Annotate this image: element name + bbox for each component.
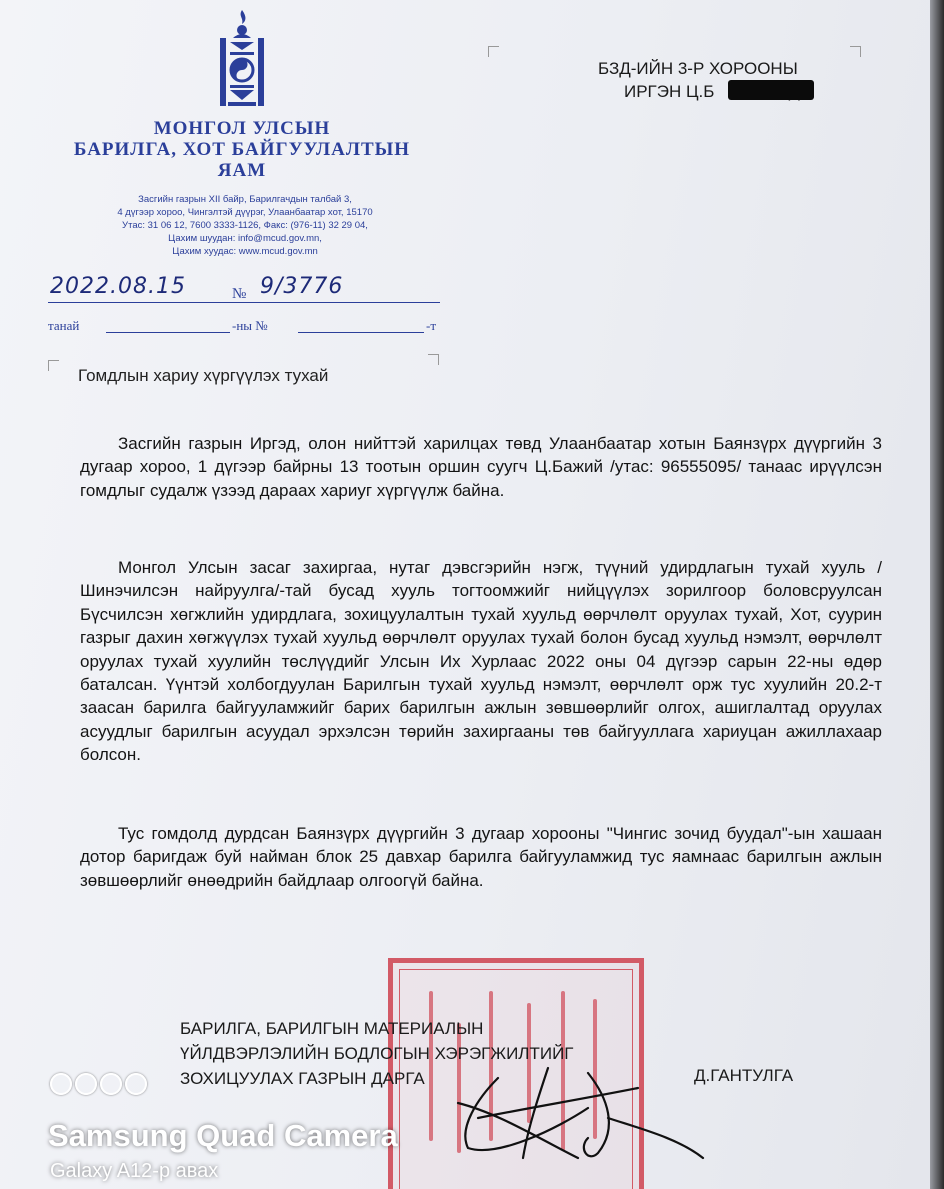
ref-underline (106, 332, 230, 333)
camera-watermark-subtitle: Galaxy A12-р авах (50, 1160, 219, 1182)
handwritten-signature (438, 1058, 708, 1168)
lens-circle (100, 1073, 122, 1095)
corner-mark (48, 360, 59, 371)
corner-mark (428, 354, 439, 365)
letter-number: 9/3776 (260, 274, 344, 299)
state-emblem-icon (214, 8, 270, 108)
date-underline (48, 302, 440, 303)
signatory-title-line: БАРИЛГА, БАРИЛГЫН МАТЕРИАЛЫН (180, 1019, 484, 1038)
ref-label-number: -ны № (232, 318, 268, 333)
letter-date: 2022.08.15 (50, 274, 186, 299)
lens-circle (125, 1073, 147, 1095)
page-edge (930, 0, 944, 1189)
signatory-name: Д.ГАНТУЛГА (694, 1066, 794, 1085)
camera-watermark-title: Samsung Quad Camera (48, 1118, 398, 1153)
lens-circle (75, 1073, 97, 1095)
letter-subject: Гомдлын хариу хүргүүлэх тухай (78, 366, 329, 385)
recipient-name: ИРГЭН Ц.Б (624, 82, 715, 101)
camera-lens-icon (50, 1073, 150, 1100)
ministry-address (40, 193, 450, 258)
date-number-line (48, 276, 440, 304)
ministry-name (40, 118, 444, 181)
address-line: Засгийн газрын XII байр, Барилгачдын талбай 3, (138, 194, 352, 205)
ministry-name-line1: МОНГОЛ УЛСЫН (153, 118, 331, 139)
address-line: 4 дүгээр хороо, Чингэлтэй дүүрэг, Улаанбаатар хот, 15170 (117, 207, 373, 218)
number-label: № (232, 286, 247, 302)
signatory-title-line: ЗОХИЦУУЛАХ ГАЗРЫН ДАРГА (180, 1069, 425, 1088)
recipient-line1: БЗД-ИЙН 3-Р ХОРООНЫ (598, 59, 798, 78)
address-line: Цахим шуудан: info@mcud.gov.mn, (168, 233, 322, 244)
body-paragraph: Монгол Улсын засаг захиргаа, нутаг дэвсгэрийн нэгж, түүний удирдлагын тухай хууль /Шинэчилсэн найруулга/-тай бусад хууль тогтоомжийг нийцүүлэх зорилгоор боловсруулсан Бүсчилсэн хөгжлийн удирдлага, зохицуулалтын тухай хуульд өөрчлөлт оруулах тухай, Хот, суурин газрыг дахин хөгжүүлэх тухай хуульд өөрчлөлт оруулах тухай болон бусад хуульд нэмэлт, өөрчлөлт оруулах тухай хуулийн төслүүдийг Улсын Их Хурлаас 2022 оны 04 дүгээр сарын 22-ны өдөр баталсан. Үүнтэй холбогдуулан Барилгын тухай хуульд нэмэлт, өөрчлөлт орж тус хуулийн 20.2-т заасан барилга байгууламжийг барих барилгын ажлын зөвшөөрлийг олгох, ашиглалтад оруулах асуудлыг барилгын асуудал эрхэлсэн төрийн захиргааны төв байгууллага хариуцан ажиллахаар болсон. (80, 558, 882, 765)
ref-underline (298, 332, 424, 333)
body-paragraph: Тус гомдолд дурдсан Баянзүрх дүүргийн 3 дугаар хорооны "Чингис зочид буудал"-ын хашаан дотор баригдаж буй найман блок 25 давхар барилга байгууламжид тус яамнаас барилгын ажлын зөвшөөрлийг өнөөдрийн байдлаар олгоогүй байна. (80, 824, 882, 890)
lens-circle (50, 1073, 72, 1095)
signatory-title-line: ҮЙЛДВЭРЛЭЛИЙН БОДЛОГЫН ХЭРЭГЖИЛТИЙГ (180, 1044, 574, 1063)
corner-mark (488, 46, 499, 57)
corner-mark (850, 46, 861, 57)
address-line: Утас: 31 06 12, 7600 3333-1126, Факс: (976-11) 32 29 04, (122, 220, 368, 231)
ministry-name-line3: ЯАМ (217, 160, 267, 181)
redaction-block (728, 80, 814, 100)
body-paragraph: Засгийн газрын Иргэд, олон нийттэй харилцах төвд Улаанбаатар хотын Баянзүрх дүүргийн 3 дугаар хороо, 1 дүгээр байрны 13 тоотын оршин суугч Ц.Бажий /утас: 96555095/ танаас ирүүлсэн гомдлыг судалж үзээд дараах хариуг хүргүүлж байна. (80, 434, 882, 500)
ref-label-yours: танай (48, 318, 80, 333)
ref-label-to: -т (426, 318, 437, 333)
ministry-name-line2: БАРИЛГА, ХОТ БАЙГУУЛАЛТЫН (73, 139, 411, 160)
address-line: Цахим хуудас: www.mcud.gov.mn (172, 246, 318, 257)
